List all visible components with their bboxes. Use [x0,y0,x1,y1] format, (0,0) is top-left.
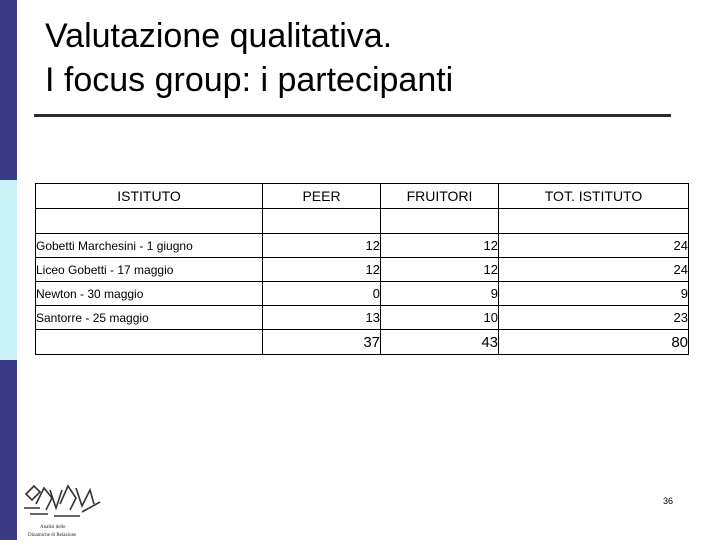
logo-text-line2: Dinamiche di Relazione [28,533,77,538]
cell-peer: 0 [263,282,381,306]
sidebar-segment-middle [0,180,17,360]
cell-peer: 13 [263,306,381,330]
sidebar-segment-top [0,0,17,180]
header-istituto: ISTITUTO [36,184,263,209]
cell-peer: 12 [263,258,381,282]
table-totals-row [36,330,689,355]
adr-logo [20,478,110,540]
header-peer: PEER [263,184,381,209]
participants-table [35,183,689,355]
blank-cell [499,209,689,234]
total-tot: 80 [499,330,689,355]
logo-text-line1: Analisi delle [40,525,66,530]
cell-peer: 12 [263,234,381,258]
header-tot-istituto: TOT. ISTITUTO [499,184,689,209]
total-peer: 37 [263,330,381,355]
sidebar-segment-bottom [0,360,17,540]
cell-tot: 23 [499,306,689,330]
cell-tot: 24 [499,234,689,258]
table-row [36,234,689,258]
blank-cell [263,209,381,234]
table-row [36,306,689,330]
adr-logo-graphic [20,478,110,540]
cell-istituto: Gobetti Marchesini - 1 giugno [36,234,263,258]
title-underline [34,114,671,117]
cell-tot: 9 [499,282,689,306]
table-row [36,282,689,306]
cell-istituto: Santorre - 25 maggio [36,306,263,330]
page-number: 36 [663,496,674,506]
cell-istituto: Newton - 30 maggio [36,282,263,306]
totals-label-cell [36,330,263,355]
blank-cell [381,209,499,234]
table-blank-row [36,209,689,234]
slide-title-line1: Valutazione qualitativa. [45,17,393,55]
header-fruitori: FRUITORI [381,184,499,209]
total-fruitori: 43 [381,330,499,355]
cell-fruitori: 12 [381,258,499,282]
cell-tot: 24 [499,258,689,282]
table-row [36,258,689,282]
slide-title [45,14,453,102]
cell-istituto: Liceo Gobetti - 17 maggio [36,258,263,282]
cell-fruitori: 10 [381,306,499,330]
cell-fruitori: 9 [381,282,499,306]
slide-sidebar [0,0,17,540]
blank-cell [36,209,263,234]
table-header-row [36,184,689,209]
cell-fruitori: 12 [381,234,499,258]
slide-title-line2: I focus group: i partecipanti [45,61,454,99]
